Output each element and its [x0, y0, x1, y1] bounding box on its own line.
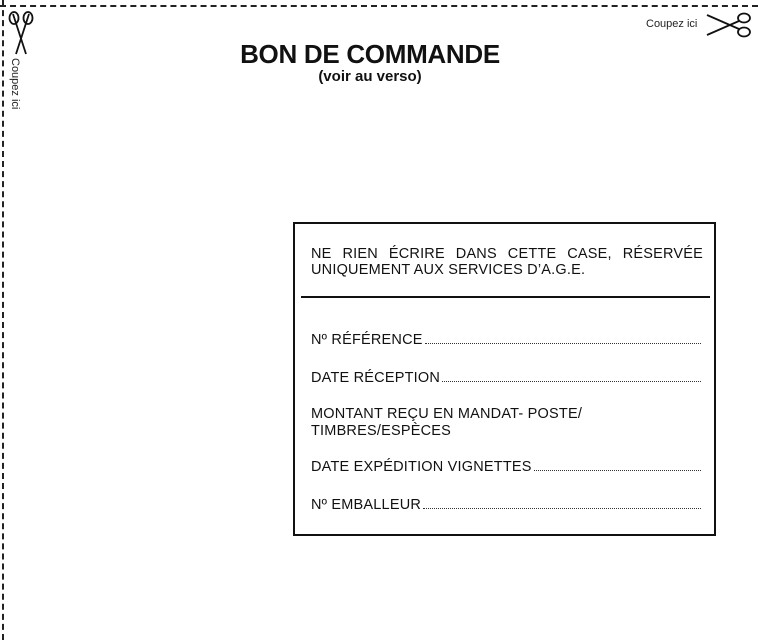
scissors-icon	[705, 9, 753, 41]
dotted-line	[534, 469, 701, 471]
montant-field	[311, 406, 671, 440]
montant-label-line1: MONTANT REÇU EN MANDAT- POSTE/	[311, 406, 583, 422]
dotted-line	[425, 342, 701, 344]
date-expedition-field[interactable]	[311, 459, 701, 475]
date-reception-label: DATE RÉCEPTION	[311, 370, 441, 386]
reference-field[interactable]	[311, 332, 701, 348]
form-title: BON DE COMMANDE	[240, 39, 500, 69]
emballeur-label: Nº EMBALLEUR	[311, 497, 422, 513]
reserved-box	[293, 222, 716, 536]
divider	[301, 296, 710, 298]
cut-line-left	[2, 0, 4, 640]
dotted-line	[423, 507, 701, 509]
dotted-line	[442, 380, 701, 382]
cut-line-top	[0, 5, 758, 7]
form-subtitle: (voir au verso)	[318, 68, 422, 85]
reserved-notice: NE RIEN ÉCRIRE DANS CETTE CASE, RÉSERVÉE UNIQUEMENT AUX SERVICES D’A.G.E.	[311, 246, 703, 278]
scissors-icon	[6, 8, 36, 58]
reference-label: Nº RÉFÉRENCE	[311, 332, 423, 348]
cut-here-label-top: Coupez ici	[646, 18, 698, 30]
date-expedition-label: DATE EXPÉDITION VIGNETTES	[311, 459, 532, 475]
cut-here-label-left: Coupez ici	[9, 58, 21, 110]
date-reception-field[interactable]	[311, 370, 701, 386]
montant-label-line2: TIMBRES/ESPÈCES	[311, 423, 451, 439]
emballeur-field[interactable]	[311, 497, 701, 513]
